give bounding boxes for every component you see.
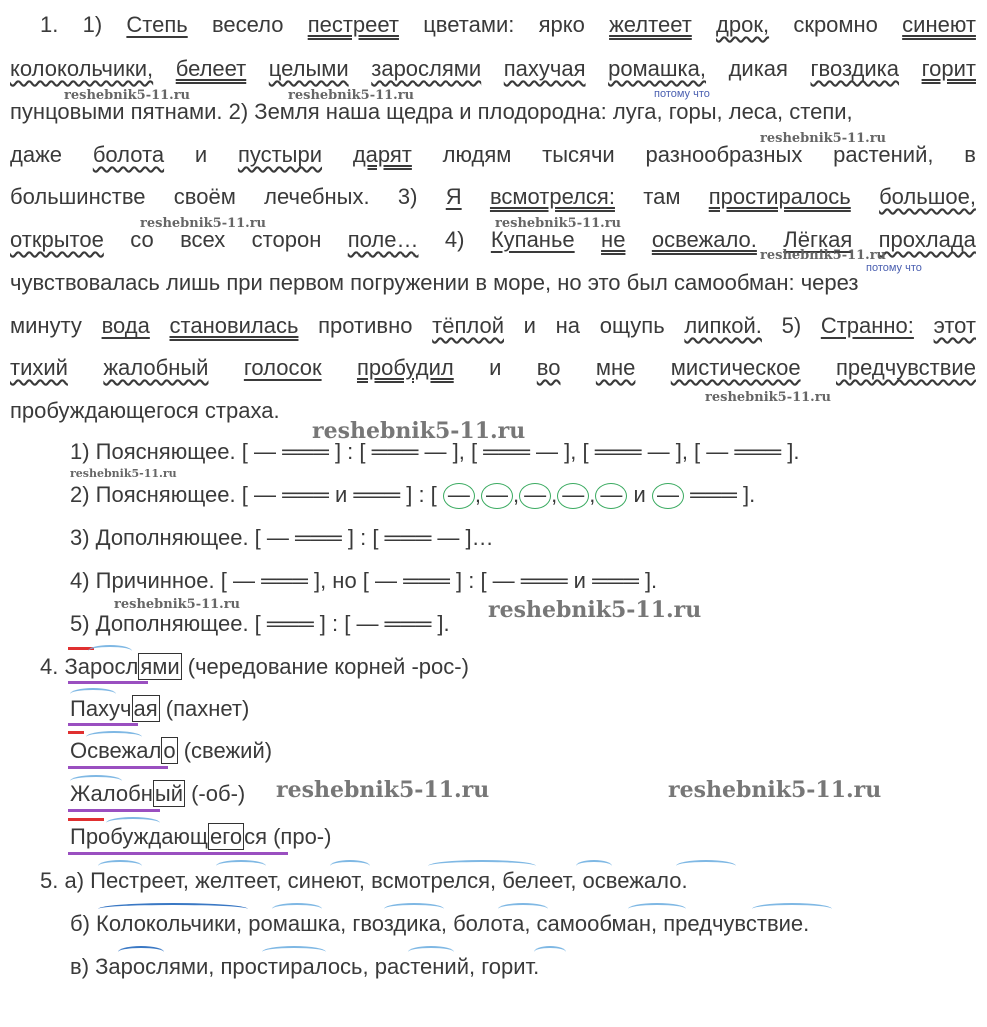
root-arc: [88, 645, 132, 657]
text-line-2: [10, 54, 976, 84]
root-arc: [628, 903, 686, 915]
root-arc: [70, 688, 116, 700]
morph-row-3: [70, 736, 950, 766]
note-because-2: потому что: [866, 262, 922, 274]
root-arc: [262, 946, 326, 958]
prefix-mark: [68, 731, 84, 734]
ending-box: ая: [133, 696, 158, 721]
word: растений,: [833, 142, 934, 167]
scheme-5: 5) Дополняющее. [ ═══ ] : [ — ═══ ].: [70, 611, 450, 636]
word: со: [130, 227, 154, 252]
word: 1): [82, 12, 103, 37]
circled-subject: —: [557, 483, 589, 509]
base-mark: [218, 852, 288, 855]
base-mark: [68, 766, 168, 769]
prefix-mark: [68, 818, 104, 821]
watermark: reshebnik5-11.ru: [140, 216, 267, 231]
word: Купанье: [490, 227, 575, 252]
word: 5): [781, 313, 802, 338]
word: пробудил: [356, 355, 454, 380]
morph-row-5: [70, 822, 950, 852]
word: цветами:: [423, 12, 515, 37]
word: прохлада: [878, 227, 976, 252]
text-line-1: [40, 10, 976, 40]
word: большинстве: [10, 184, 146, 209]
word: предчувствие: [836, 355, 976, 380]
root-arc: [216, 860, 266, 872]
word: даже: [10, 142, 63, 167]
morph-stem: Жалобн: [70, 781, 153, 806]
stress-c: в) Зарослями, простиралось, растений, горит.: [70, 954, 540, 979]
scheme-4: 4) Причинное. [ — ═══ ], но [ — ═══ ] : [ — ═══ и ═══ ].: [70, 568, 658, 593]
root-arc: [98, 903, 248, 915]
base-mark: [68, 809, 160, 812]
watermark: reshebnik5-11.ru: [288, 88, 415, 103]
morph-postfix: ся: [244, 824, 267, 849]
word: мистическое: [670, 355, 801, 380]
scheme-2-and: и: [633, 482, 646, 507]
root-arc: [70, 775, 122, 787]
watermark: reshebnik5-11.ru: [70, 467, 177, 480]
word: Лёгкая: [783, 227, 853, 252]
word: сторон: [251, 227, 322, 252]
word: Степь: [126, 12, 188, 37]
word: большое,: [879, 184, 976, 209]
base-mark: [68, 852, 218, 855]
word: горит: [921, 56, 976, 81]
word: людям: [442, 142, 512, 167]
word: открытое: [10, 227, 104, 252]
word: и: [489, 355, 502, 380]
morph-comment: (свежий): [177, 738, 273, 763]
word: тёплой: [432, 313, 504, 338]
circled-subject: —: [652, 483, 684, 509]
word: этот: [933, 313, 976, 338]
word: желтеет: [609, 12, 692, 37]
ending-box: ями: [140, 654, 180, 679]
word: Я: [445, 184, 462, 209]
root-arc: [272, 903, 322, 915]
word: зарослями: [371, 56, 482, 81]
morph-row-4: [70, 779, 950, 809]
word: и: [523, 313, 536, 338]
morph-row-2: [70, 694, 950, 724]
word: дарят: [352, 142, 412, 167]
root-arc: [576, 860, 612, 872]
watermark: reshebnik5-11.ru: [760, 248, 887, 263]
base-mark: [68, 723, 138, 726]
watermark: reshebnik5-11.ru: [495, 216, 622, 231]
task-number: 4.: [40, 654, 59, 679]
word: на: [555, 313, 581, 338]
scheme-1: 1) Поясняющее. [ — ═══ ] : [ ═══ — ], [ ═══ — ], [ ═══ — ], [ — ═══ ].: [70, 439, 800, 464]
ending-box: его: [210, 824, 243, 849]
ending-box: ый: [154, 781, 183, 806]
root-arc: [498, 903, 548, 915]
scheme-2-end: ═══ ].: [690, 482, 756, 507]
morph-comment: (-об-): [184, 781, 246, 806]
word: тысячи: [542, 142, 615, 167]
root-arc: [118, 946, 164, 958]
word: пахучая: [503, 56, 586, 81]
circled-subject: —: [595, 483, 627, 509]
text-line-3: пунцовыми пятнами. 2) Земля наша щедра и плодородна: луга, горы, леса, степи,: [10, 99, 853, 124]
word: гвоздика: [810, 56, 900, 81]
word: всех: [180, 227, 226, 252]
word: пустыри: [237, 142, 323, 167]
word: целыми: [268, 56, 349, 81]
word: дрок,: [716, 12, 770, 37]
word: простиралось: [708, 184, 851, 209]
word: своём: [173, 184, 236, 209]
word: ромашка,: [608, 56, 707, 81]
circled-subject: —: [443, 483, 475, 509]
root-arc: [428, 860, 536, 872]
word: освежало.: [651, 227, 757, 252]
word: мне: [595, 355, 636, 380]
word: ощупь: [599, 313, 665, 338]
root-arc: [98, 860, 142, 872]
word: вода: [101, 313, 150, 338]
morph-stem: Пробуждающ: [70, 824, 209, 849]
word: пестреет: [307, 12, 399, 37]
morph-row-1: [40, 652, 940, 682]
root-arc: [676, 860, 736, 872]
word: поле…: [347, 227, 419, 252]
base-mark: [68, 681, 148, 684]
word: ярко: [538, 12, 585, 37]
root-arc: [106, 817, 160, 829]
text-line-10: пробуждающегося страха.: [10, 398, 280, 423]
word: всмотрелся:: [489, 184, 615, 209]
word: в: [964, 142, 976, 167]
word: белеет: [175, 56, 247, 81]
morph-stem: Пахуч: [70, 696, 132, 721]
watermark: reshebnik5-11.ru: [64, 88, 191, 103]
scheme-3: 3) Дополняющее. [ — ═══ ] : [ ═══ — ]…: [70, 525, 494, 550]
stress-b: б) Колокольчики, ромашка, гвоздика, болота, самообман, предчувствие.: [70, 911, 810, 936]
watermark: reshebnik5-11.ru: [705, 390, 832, 405]
word: минуту: [10, 313, 82, 338]
root-arc: [408, 946, 454, 958]
word: дикая: [728, 56, 788, 81]
circled-subject: —: [519, 483, 551, 509]
scheme-2: 2) Поясняющее. [ — ═══ и ═══ ] : [ — , — , — , — , — и — ═══ ].: [70, 482, 756, 508]
word: колокольчики,: [10, 56, 154, 81]
word: липкой.: [684, 313, 762, 338]
morph-comment: (пахнет): [159, 696, 250, 721]
word: голосок: [243, 355, 322, 380]
circled-subject: —: [481, 483, 513, 509]
morph-comment: (про-): [266, 824, 332, 849]
scheme-2-start: 2) Поясняющее. [ — ═══ и ═══ ] : [: [70, 482, 437, 507]
text-line-5: [10, 182, 976, 212]
root-arc: [86, 731, 142, 743]
word: жалобный: [103, 355, 209, 380]
word: 1.: [40, 12, 59, 37]
text-line-7: чувствовалась лишь при первом погружении в море, но это был самообман: через: [10, 270, 859, 295]
word: и: [194, 142, 208, 167]
word: не: [601, 227, 626, 252]
word: Странно:: [820, 313, 914, 338]
word: разнообразных: [645, 142, 803, 167]
watermark: reshebnik5-11.ru: [276, 777, 490, 803]
root-arc: [330, 860, 370, 872]
word: 4): [444, 227, 465, 252]
note-because-1: потому что: [654, 88, 710, 100]
watermark: reshebnik5-11.ru: [760, 131, 887, 146]
watermark: reshebnik5-11.ru: [312, 418, 526, 444]
word: становилась: [169, 313, 299, 338]
watermark: reshebnik5-11.ru: [114, 597, 241, 612]
ending-box: о: [163, 738, 176, 763]
morph-stem: Освежал: [70, 738, 162, 763]
word: там: [643, 184, 681, 209]
word: 3): [397, 184, 418, 209]
watermark: reshebnik5-11.ru: [668, 777, 882, 803]
word: во: [536, 355, 561, 380]
word: скромно: [793, 12, 878, 37]
text-line-9: [10, 353, 976, 383]
word: противно: [318, 313, 413, 338]
word: весело: [211, 12, 284, 37]
word: болота: [92, 142, 165, 167]
stress-a: 5. а) Пестреет, желтеет, синеют, всмотрелся, белеет, освежало.: [40, 868, 688, 893]
text-line-8: [10, 311, 976, 341]
root-arc: [534, 946, 566, 958]
morph-stem: Заросл: [64, 654, 139, 679]
word: синеют: [902, 12, 976, 37]
watermark: reshebnik5-11.ru: [488, 597, 702, 623]
morph-comment: (чередование корней -рос-): [181, 654, 469, 679]
word: лечебных.: [264, 184, 370, 209]
root-arc: [384, 903, 444, 915]
root-arc: [752, 903, 832, 915]
word: тихий: [10, 355, 68, 380]
